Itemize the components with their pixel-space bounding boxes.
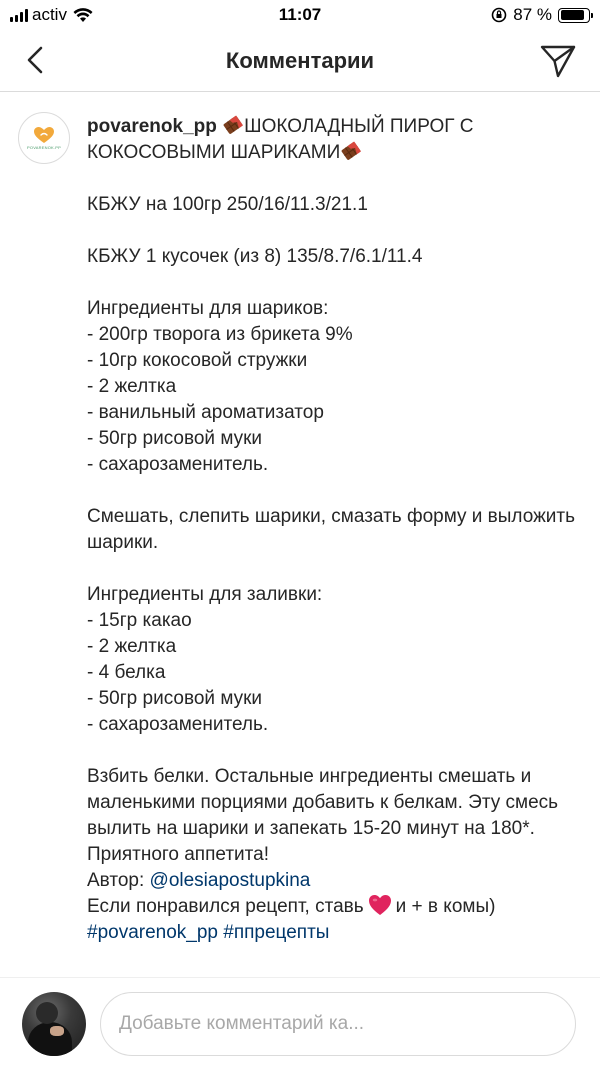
ingredient-item: - 10гр кокосовой стружки [87,350,308,371]
caption-title-text: ШОКОЛАДНЫЙ ПИРОГ С КОКОСОВЫМИ ШАРИКАМИ [87,116,474,163]
like-text-after: и + в комы) [395,896,496,917]
orientation-lock-icon [491,7,507,23]
ingredient-item: - сахарозаменитель. [87,454,269,475]
comment-input[interactable] [100,992,576,1056]
red-heart-icon [368,894,392,916]
final-step: Взбить белки. Остальные ингредиенты смешать и маленькими порциями добавить к белкам. Эту смесь вылить на шарики и запекать 15-20 минут на 180*. Приятного аппетита! [87,766,559,865]
caption-title [87,114,577,166]
carrier-name: activ [32,5,67,24]
ingredient-item: - 200гр творога из брикета 9% [87,324,353,345]
page-title: Комментарии [225,48,375,73]
ingredient-item: - ванильный ароматизатор [87,402,324,423]
author-avatar[interactable] [18,112,70,164]
chocolate-bar-icon [340,141,362,161]
hashtag-link[interactable]: #ппрецепты [223,922,330,943]
ingredient-item: - 2 желтка [87,376,177,397]
status-right [491,5,590,25]
heart-logo-icon [33,126,55,144]
status-bar [0,0,600,30]
ingredient-item: - 15гр какао [87,610,192,631]
kbju-100: КБЖУ на 100гр 250/16/11.3/21.1 [87,194,368,215]
status-time: 11:07 [278,5,322,24]
paper-plane-icon[interactable] [538,42,578,80]
balls-heading: Ингредиенты для шариков: [87,298,329,319]
battery-fill [561,10,584,20]
comment-composer [0,977,600,1066]
balls-step: Смешать, слепить шарики, смазать форму и выложить шарики. [87,506,576,553]
username[interactable]: povarenok_pp [87,116,217,137]
post-caption [0,92,600,977]
author-link[interactable]: @olesiapostupkina [149,870,311,891]
chocolate-bar-icon [222,115,244,135]
ingredient-item: - 50гр рисовой муки [87,428,263,449]
ingredient-item: - 4 белка [87,662,166,683]
author-line [87,868,577,894]
avatar-logo-text: POVARENOK.PP [27,145,61,150]
author-label: Автор: [87,870,150,891]
kbju-piece: КБЖУ 1 кусочек (из 8) 135/8.7/6.1/11.4 [87,246,423,267]
battery-icon [558,8,590,23]
ingredient-item: - сахарозаменитель. [87,714,269,735]
ingredient-item: - 2 желтка [87,636,177,657]
navigation-bar [0,30,600,92]
like-text-before: Если понравился рецепт, ставь [87,896,364,917]
ingredient-item: - 50гр рисовой муки [87,688,263,709]
caption-text [87,114,577,946]
current-user-avatar [22,992,86,1056]
filling-heading: Ингредиенты для заливки: [87,584,323,605]
battery-percent: 87 % [513,5,552,24]
like-line [87,894,577,920]
hashtag-link[interactable]: #povarenok_pp [87,922,218,943]
hashtags [87,920,577,946]
